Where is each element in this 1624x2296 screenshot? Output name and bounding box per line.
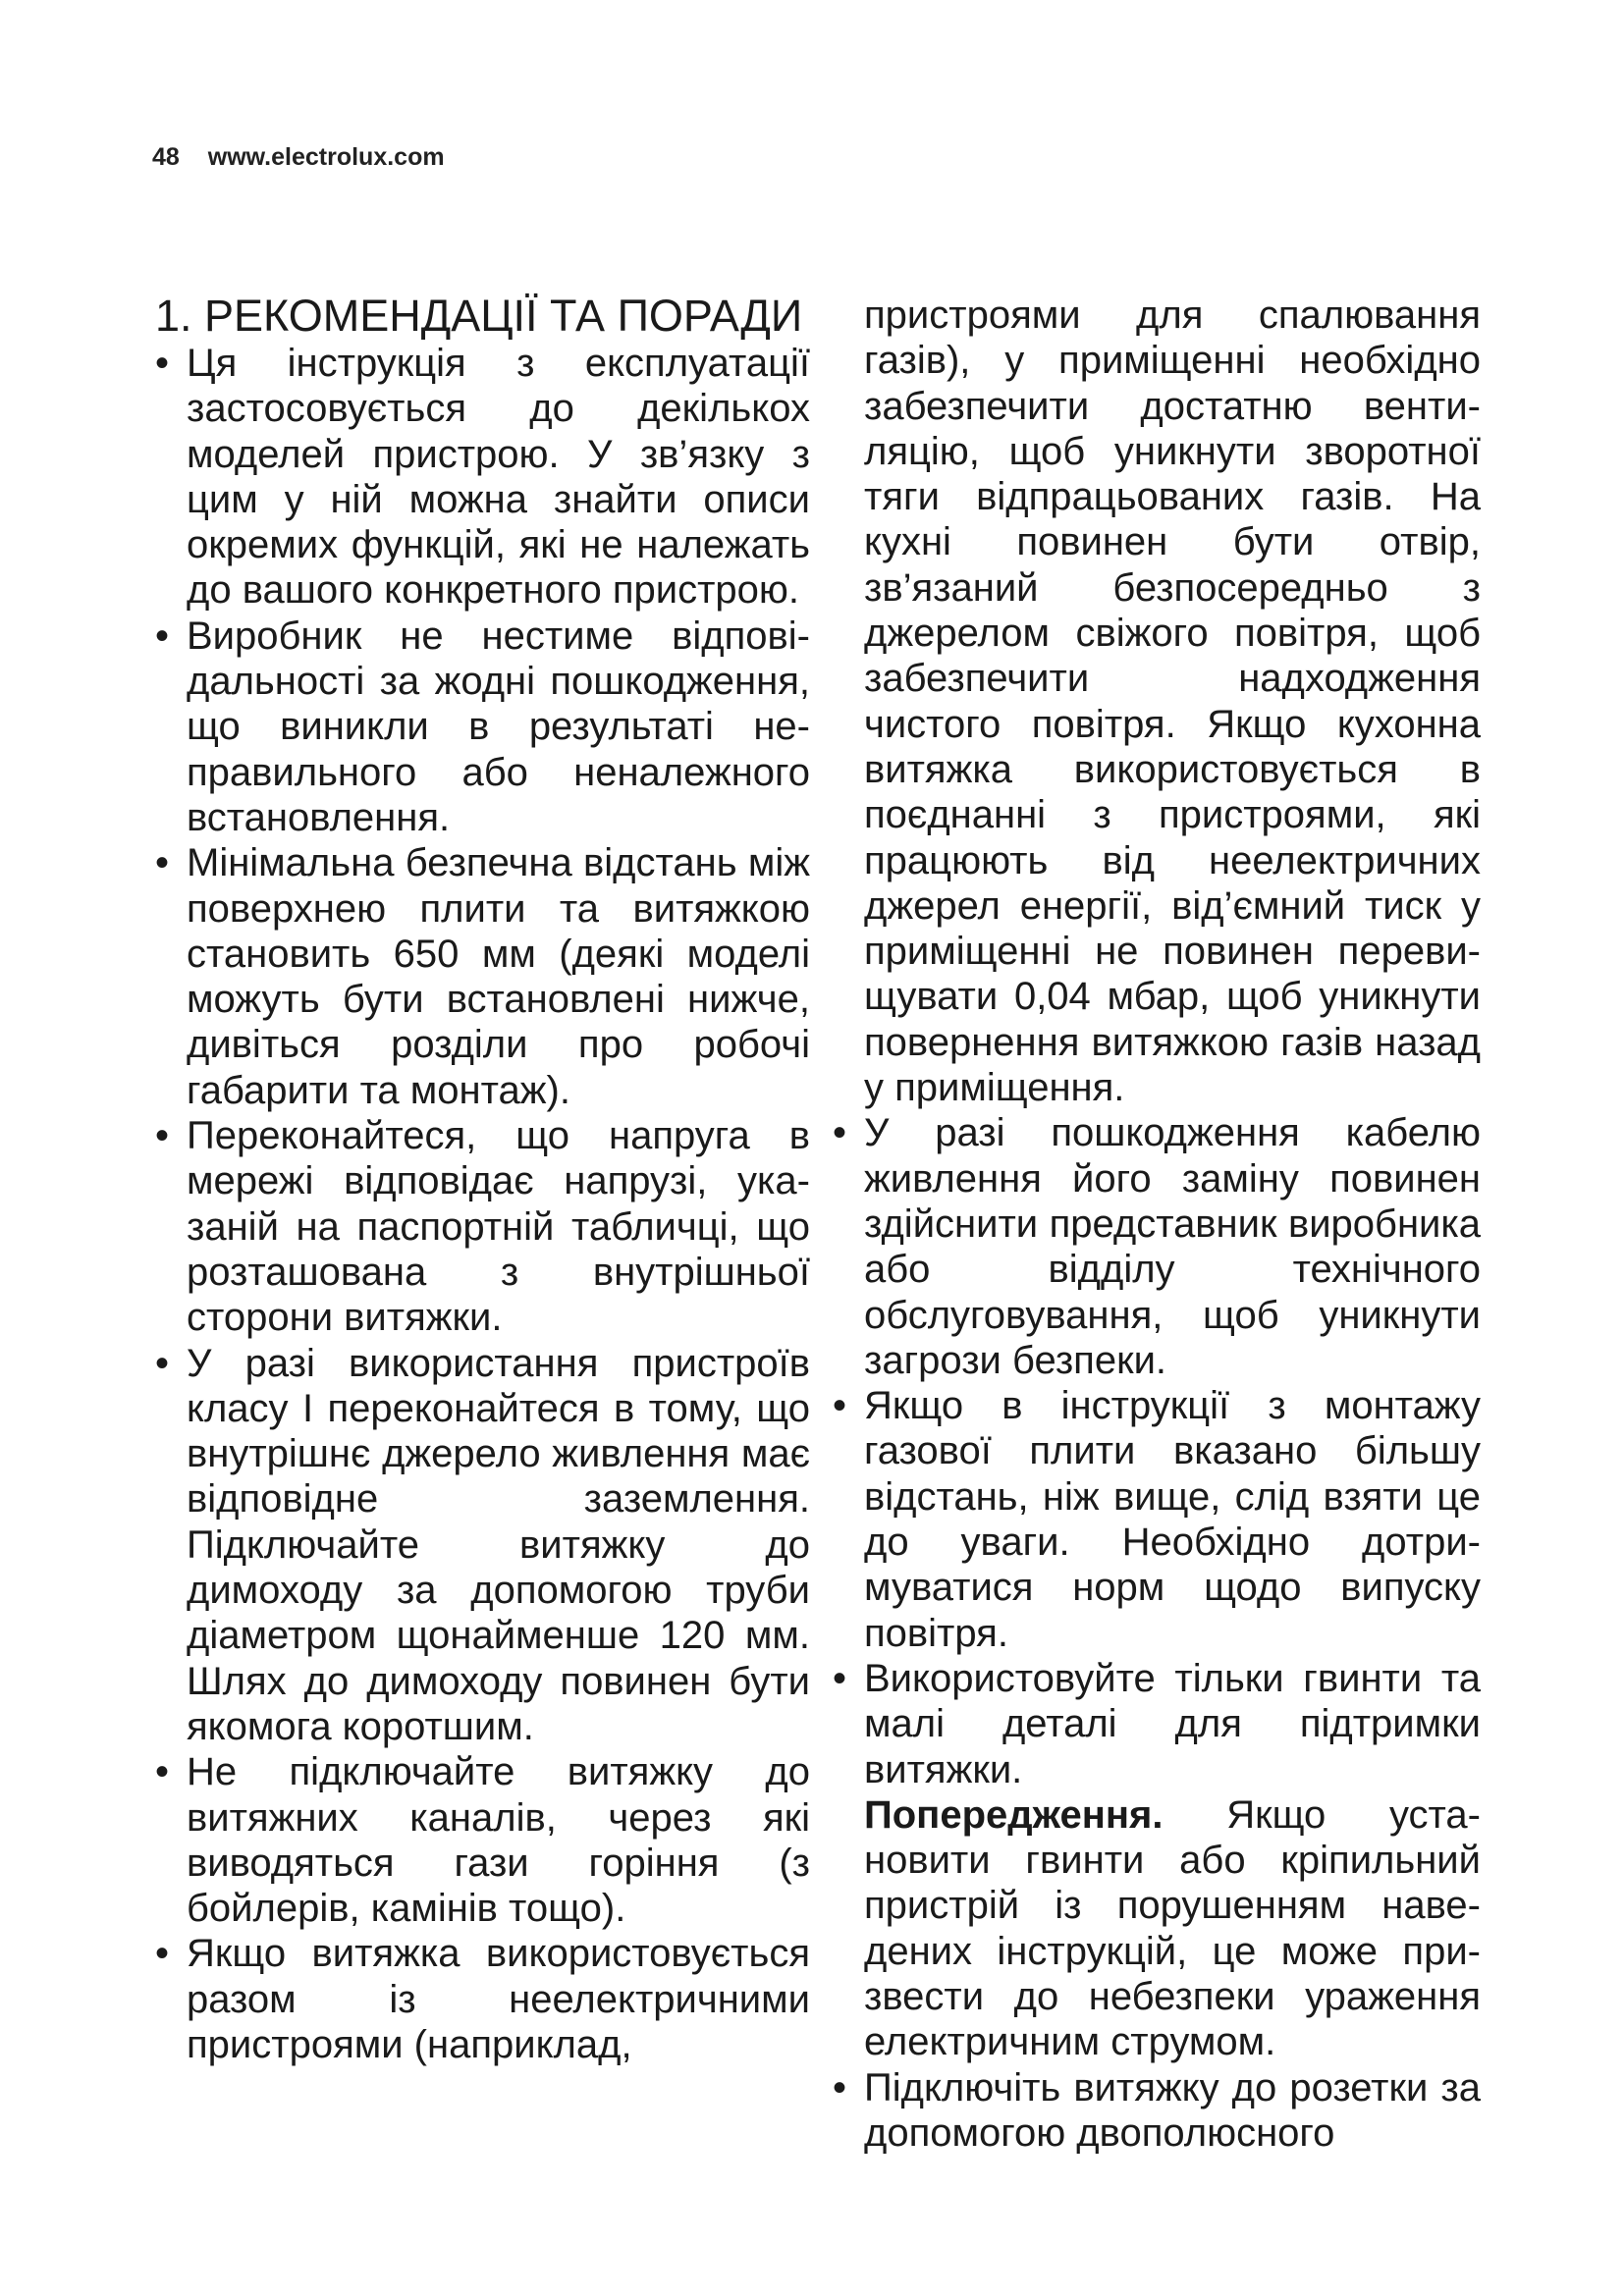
page-number: 48 — [152, 143, 180, 171]
header-url: www.electrolux.com — [207, 143, 445, 171]
warning-text: Якщо установити гвинти або кріпильний пристрій із порушенням наведених інструкцій, це може призвести до небезпеки ураження електричним струмом. — [864, 1792, 1481, 2064]
continued-paragraph: пристроями для спалювання газів), у приміщенні необхідно забезпечити достатню вентиляцію, щоб уникнути зворотної тяги відпрацьованих газів. На кухні повинен бути отвір, зв’язаний безпосередньо з джерелом свіжого повітря, щоб забезпечити надходження чистого повітря. Якщо кухонна витяжка використовується в поєднанні з пристроями, які працюють від неелектричних джерел енергії, від’ємний тиск у приміщенні не повинен перевищувати 0,04 мбар, щоб уникнути повернення витяжкою газів назад у приміщення. — [864, 294, 1481, 1110]
left-column — [155, 293, 810, 2067]
list-item: • Переконайтеся, що напруга в мережі відповідає напрузі, указаній на паспортній табличці, що розташована з внутрішньої сторони витяжки. — [155, 1113, 810, 1340]
recommendations-list-final — [833, 2065, 1481, 2157]
list-item: • Якщо в інструкції з монтажу газової плити вказано більшу відстань, ніж вище, слід взяти це до уваги. Необхідно дотримуватися норм щодо випуску повітря. — [833, 1383, 1481, 1656]
right-column — [833, 293, 1481, 2156]
list-item: • У разі використання пристроїв класу I переконайтеся в тому, що внутрішнє джерело живлення має відповідне заземлення. Підключайте витяжку до димоходу за допомогою труби діаметром щонайменше 120 мм. Шлях до димоходу повинен бути якомога коротшим. — [155, 1341, 810, 1750]
recommendations-list — [155, 341, 810, 2067]
list-item: • Мінімальна безпечна відстань між поверхнею плити та витяжкою становить 650 мм (деякі моделі можуть бути встановлені нижче, дивіться розділи про робочі габарити та монтаж). — [155, 840, 810, 1113]
warning-note — [833, 1792, 1481, 2065]
list-item: • Не підключайте витяжку до витяжних каналів, через які виводяться гази горіння (з бойлерів, камінів тощо). — [155, 1749, 810, 1931]
list-item: • Виробник не нестиме відповідальності за жодні пошкодження, що виникли в результаті неправильного або неналежного встановлення. — [155, 614, 810, 840]
list-item: • Підключіть витяжку до розетки за допомогою двополюсного — [833, 2065, 1481, 2157]
section-title: 1. РЕКОМЕНДАЦІЇ ТА ПОРАДИ — [155, 291, 803, 341]
page-header — [152, 143, 445, 172]
warning-title: Попередження. — [864, 1792, 1164, 1837]
list-item: • Ця інструкція з експлуатації застосовується до декількох моделей пристрою. У зв’язку з цим у ній можна знайти описи окремих функцій, які не належать до вашого конкретного пристрою. — [155, 341, 810, 614]
recommendations-list-continued — [833, 1110, 1481, 1791]
list-item: • Використовуйте тільки гвинти та малі деталі для підтримки витяжки. — [833, 1656, 1481, 1792]
list-item: • У разі пошкодження кабелю живлення його заміну повинен здійснити представник виробника або відділу технічного обслуговування, щоб уникнути загрози безпеки. — [833, 1110, 1481, 1383]
list-item: • Якщо витяжка використовується разом із неелектричними пристроями (наприклад, — [155, 1931, 810, 2067]
